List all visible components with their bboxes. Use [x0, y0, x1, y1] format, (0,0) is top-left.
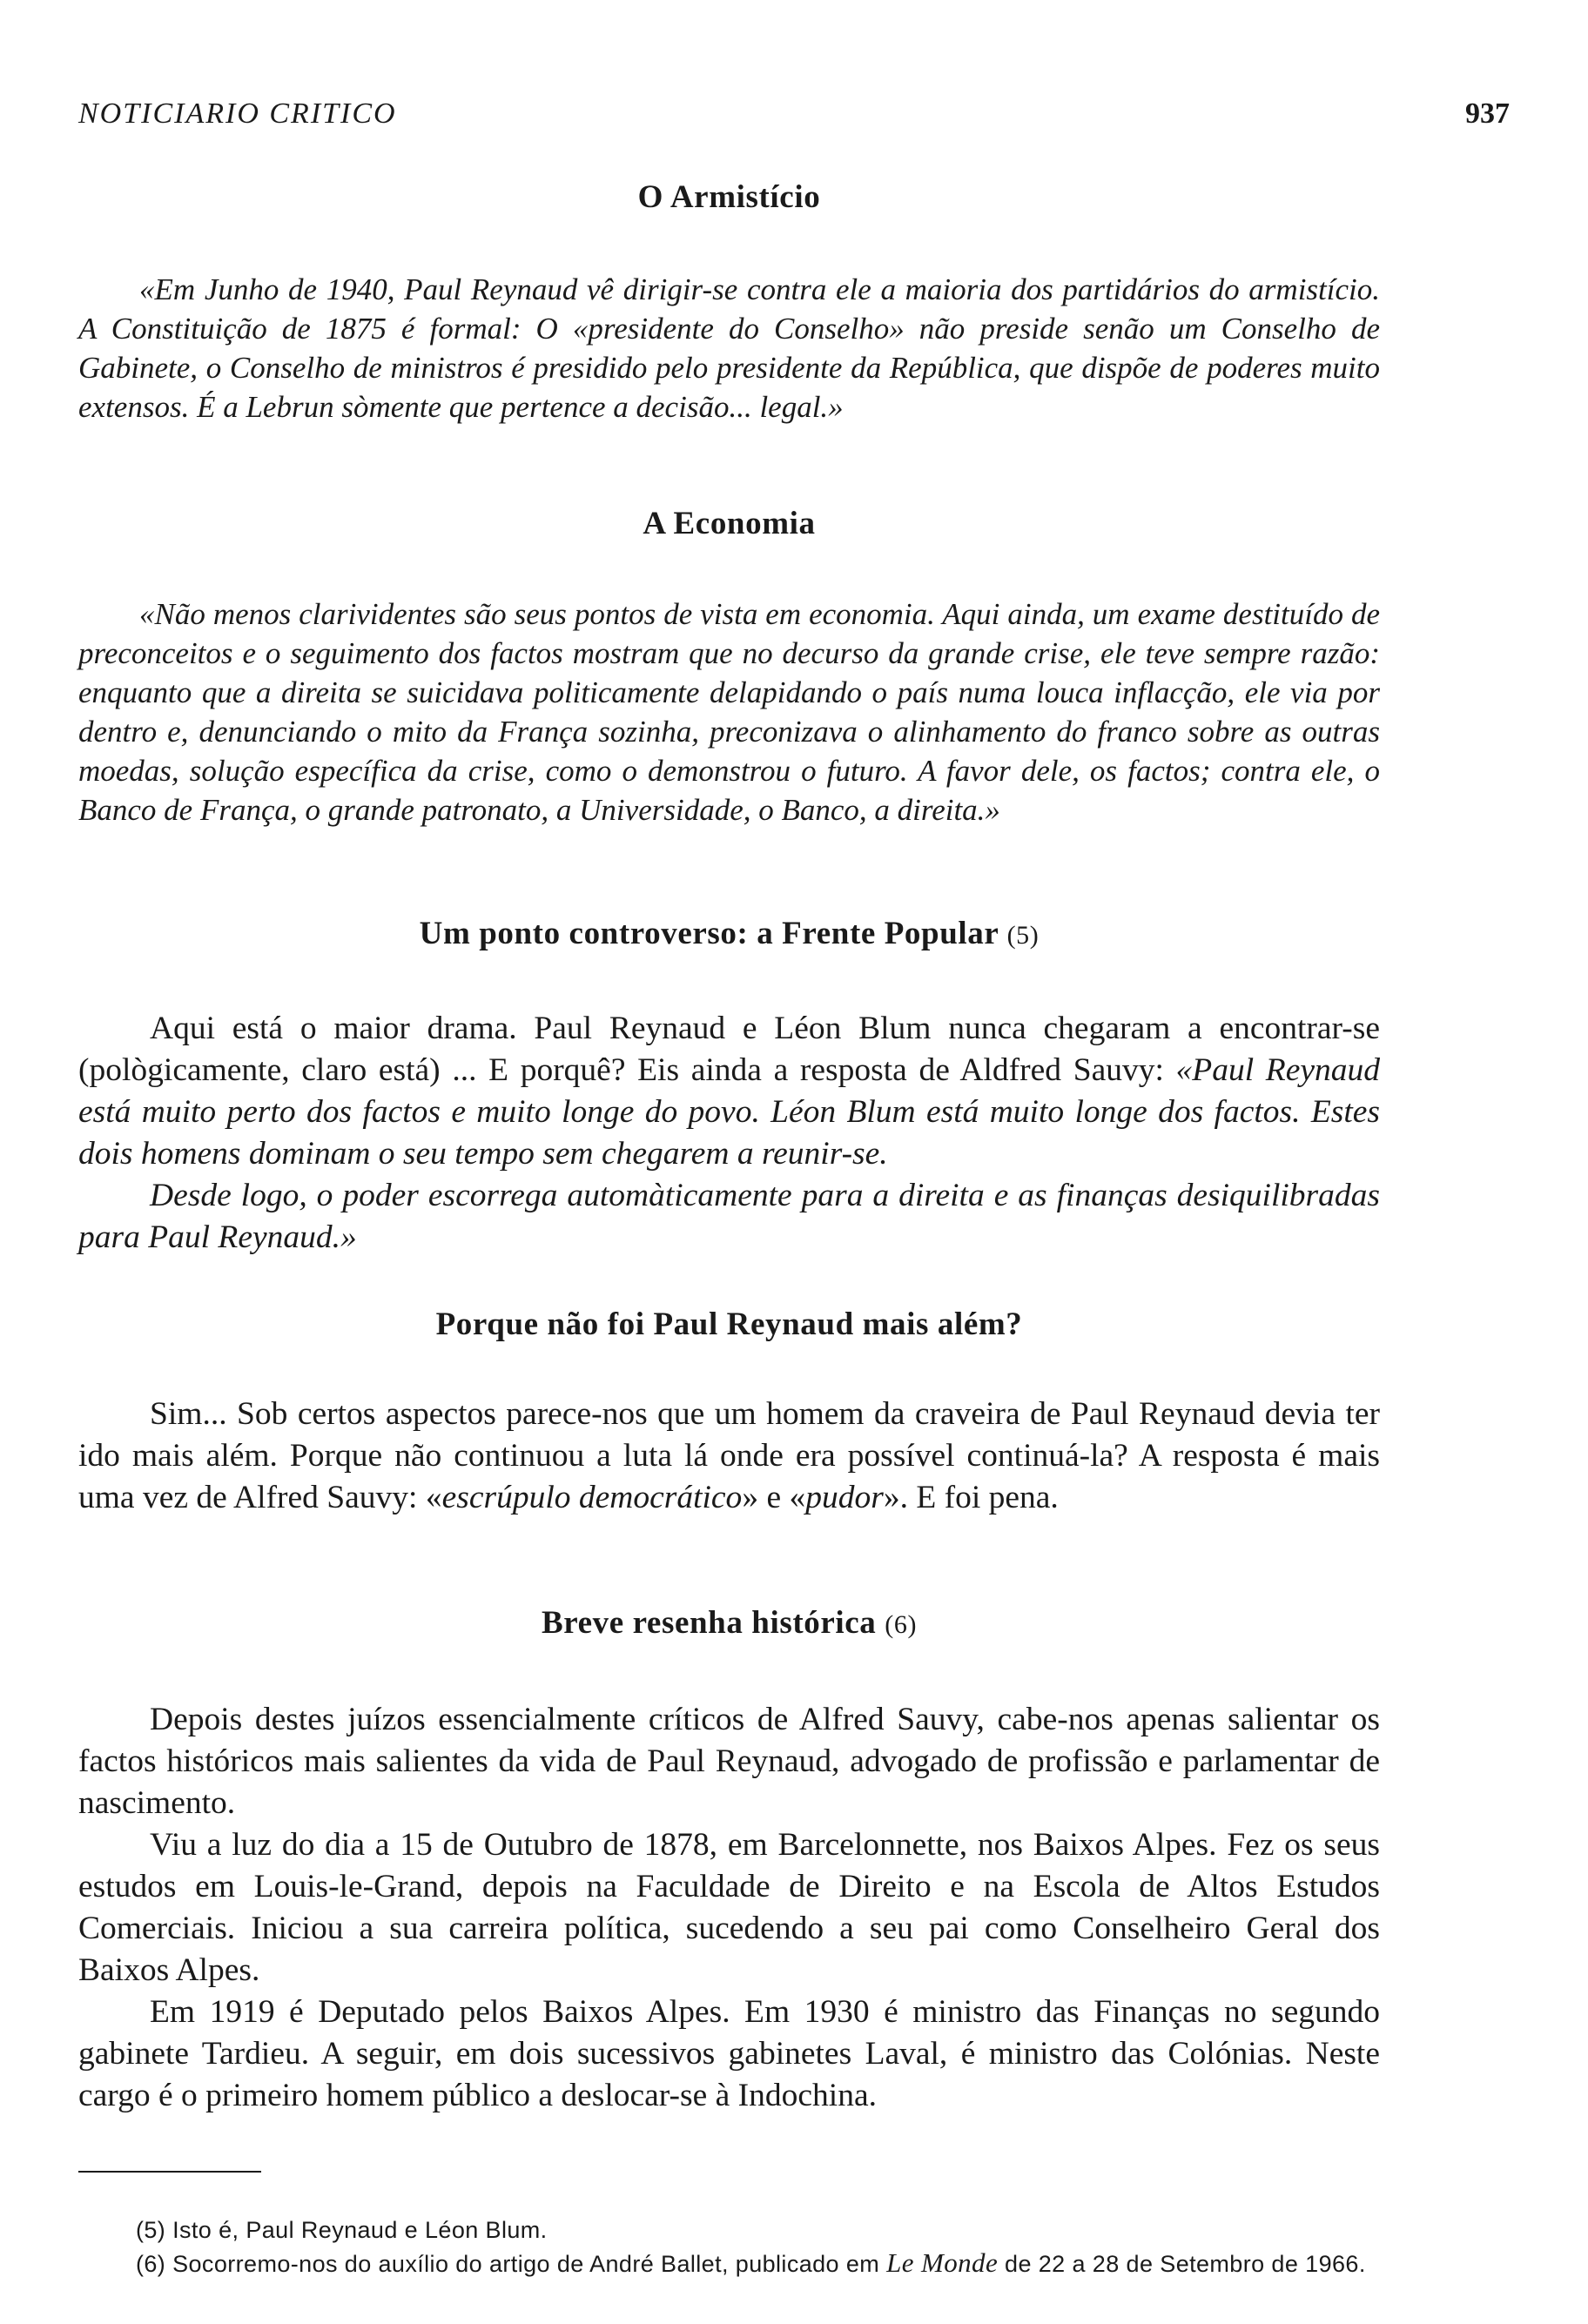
section-heading-breve-resenha	[78, 1604, 1380, 1642]
quoted-paragraph: Desde logo, o poder escorrega automàticamente para a direita e as finanças desiquilibradas para Paul Reynaud.»	[78, 1178, 1380, 1255]
section-title: Um ponto controverso: a Frente Popular	[419, 916, 999, 951]
section-heading-armisticio	[78, 178, 1380, 216]
footnote-marker: (6)	[136, 2251, 166, 2277]
page-number: 937	[1465, 97, 1510, 130]
publication-title: Le Monde	[886, 2247, 999, 2278]
footnotes	[78, 2214, 1380, 2280]
body-paragraph: Viu a luz do dia a 15 de Outubro de 1878, em Barcelonnette, nos Baixos Alpes. Fez os seus estudos em Louis-le-Grand, depois na Faculdade de Direito e na Escola de Altos Estudos Comerciais. Iniciou a sua carreira política, sucedendo a seu pai como Conselheiro Geral dos Baixos Alpes.	[78, 1827, 1380, 1988]
body-paragraph: Depois destes juízos essencialmente críticos de Alfred Sauvy, cabe-nos apenas salientar os factos históricos mais salientes da vida de Paul Reynaud, advogado de profissão e parlamentar de nascimento.	[78, 1702, 1380, 1821]
footnote-reference: (5)	[1006, 921, 1040, 950]
body-paragraph: Em 1919 é Deputado pelos Baixos Alpes. Em 1930 é ministro das Finanças no segundo gabinete Tardieu. A seguir, em dois sucessivos gabinetes Laval, é ministro das Colónias. Neste cargo é o primeiro homem público a deslocar-se à Indochina.	[78, 1994, 1380, 2113]
footnote-marker: (5)	[136, 2217, 166, 2243]
footnote-text: Socorremo-nos do auxílio do artigo de André Ballet, publicado em	[172, 2251, 887, 2277]
footnote-divider	[78, 2171, 261, 2173]
paragraph-text: ». E foi pena.	[883, 1480, 1059, 1515]
footnote-text: Isto é, Paul Reynaud e Léon Blum.	[172, 2217, 548, 2243]
section-title: O Armistício	[637, 179, 821, 215]
quote-paragraph-economia: «Não menos clarividentes são seus pontos de vista em economia. Aqui ainda, um exame destituído de preconceitos e o seguimento dos factos mostram que no decurso da grande crise, ele teve sempre razão: enquanto que a direita se suicidava politicamente delapidando o país numa louca inflacção, ele via por dentro e, denunciando o mito da França sozinha, preconizava o alinhamento do franco sobre as outras moedas, solução específica da crise, como o demonstrou o futuro. A favor dele, os factos; contra ele, o Banco de França, o grande patronato, a Universidade, o Banco, a direita.»	[78, 597, 1380, 827]
section-body-porque	[78, 1394, 1380, 1519]
section-body-breve-resenha	[78, 1699, 1380, 2117]
footnote	[78, 2214, 1380, 2247]
body-paragraph	[78, 1394, 1380, 1519]
body-paragraph	[78, 1008, 1380, 1175]
quoted-text: escrúpulo democrático	[441, 1480, 743, 1515]
footnote-reference: (6)	[885, 1610, 918, 1639]
section-title: Porque não foi Paul Reynaud mais além?	[435, 1306, 1023, 1342]
footnote-text: de 22 a 28 de Setembro de 1966.	[998, 2251, 1366, 2277]
quoted-text: «Paul Reynaud está muito perto dos factos e muito longe do povo. Léon Blum está muito longe dos factos. Estes dois homens dominam o seu tempo sem chegarem a reunir-se.	[78, 1052, 1380, 1172]
running-header	[78, 97, 1510, 141]
paragraph-text: Aqui está o maior drama. Paul Reynaud e Léon Blum nunca chegaram a encontrar-se (pològicamente, claro está) ... E porquê? Eis ainda a resposta de Aldfred Sauvy:	[78, 1011, 1380, 1088]
section-heading-porque	[78, 1306, 1380, 1343]
section-title: A Economia	[643, 506, 816, 541]
footnote	[78, 2247, 1380, 2280]
paragraph-text: Sim... Sob certos aspectos parece-nos que um homem da craveira de Paul Reynaud devia ter ido mais além. Porque não continuou a luta lá onde era possível continuá-la? A resposta é mais uma vez de Alfred Sauvy: «	[78, 1396, 1380, 1515]
section-heading-economia	[78, 505, 1380, 542]
section-title: Breve resenha histórica	[541, 1605, 877, 1641]
section-heading-frente-popular	[78, 915, 1380, 952]
running-title: NOTICIARIO CRITICO	[78, 97, 397, 130]
quoted-text: pudor	[805, 1480, 884, 1515]
quote-paragraph-armisticio: «Em Junho de 1940, Paul Reynaud vê dirigir-se contra ele a maioria dos partidários do armistício. A Constituição de 1875 é formal: O «presidente do Conselho» não preside senão um Conselho de Gabinete, o Conselho de ministros é presidido pelo presidente da República, que dispõe de poderes muito extensos. É a Lebrun sòmente que pertence a decisão... legal.»	[78, 272, 1380, 424]
page-content	[78, 178, 1380, 2280]
paragraph-text: » e «	[742, 1480, 806, 1515]
section-body-frente-popular	[78, 1008, 1380, 1259]
